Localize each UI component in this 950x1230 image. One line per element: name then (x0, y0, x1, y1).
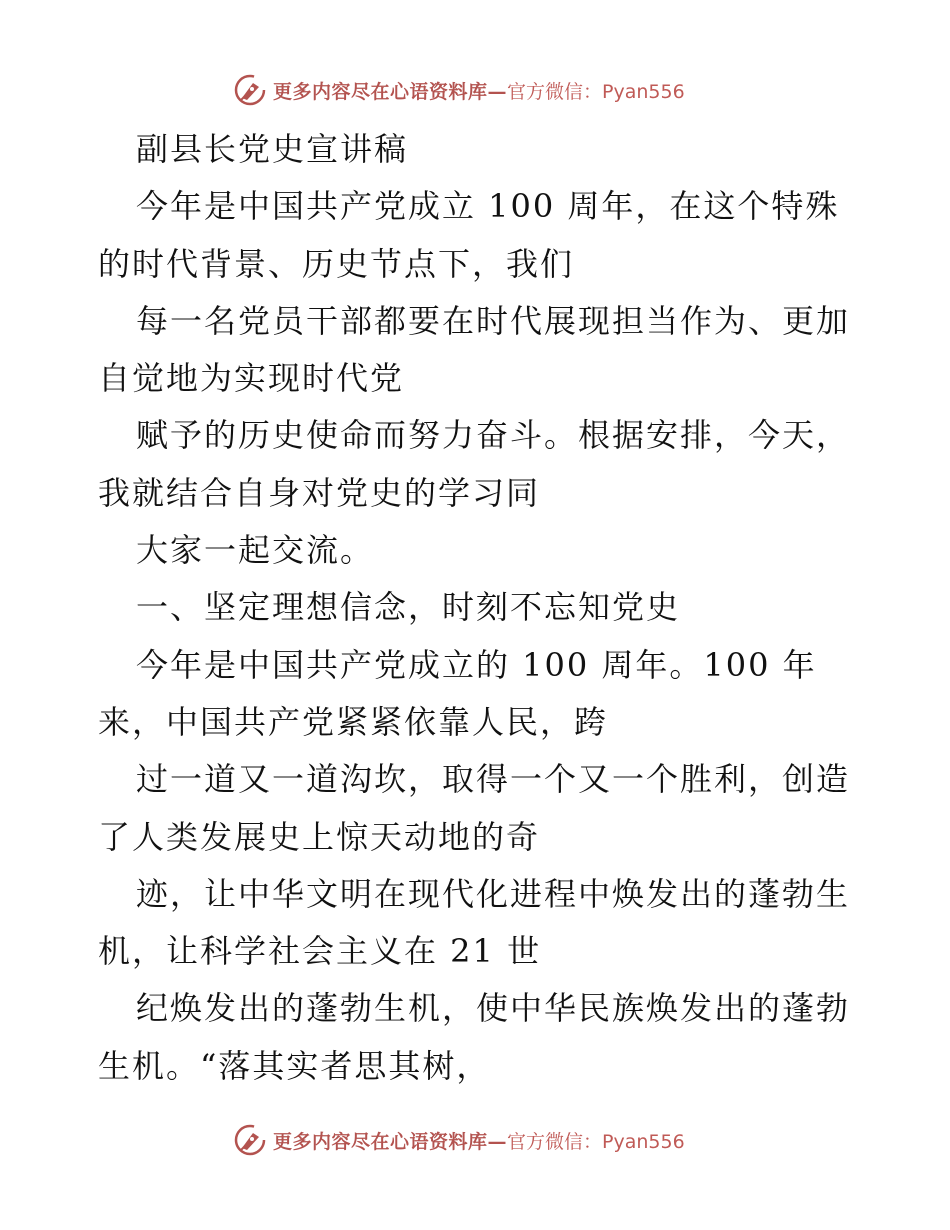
text-line: 纪焕发出的蓬勃生机，使中华民族焕发出的蓬勃 (136, 989, 851, 1028)
text-line: 大家一起交流。 (136, 531, 375, 570)
pen-nib-logo-icon (233, 1123, 267, 1157)
banner-wechat: 官方微信：Pyan556 (507, 80, 685, 103)
header-banner (233, 72, 713, 108)
footer-banner (233, 1122, 713, 1158)
document-body (98, 121, 858, 1095)
text-line: 迹，让中华文明在现代化进程中焕发出的蓬勃生 (136, 874, 851, 913)
text-line: 每一名党员干部都要在时代展现担当作为、更加 (136, 301, 851, 340)
text-line: 的时代背景、历史节点下，我们 (98, 244, 575, 283)
text-line: 我就结合自身对党史的学习同 (98, 473, 541, 512)
document-title: 副县长党史宣讲稿 (136, 130, 409, 168)
text-line: 自觉地为实现时代党 (98, 359, 405, 398)
banner-title: 更多内容尽在心语资料库— (273, 80, 508, 103)
text-line: 了人类发展史上惊天动地的奇 (98, 817, 541, 856)
text-line: 生机。“落其实者思其树， (98, 1046, 491, 1085)
pen-nib-logo-icon (233, 73, 267, 107)
text-line: 今年是中国共产党成立的 100 周年。100 年 (136, 645, 817, 684)
text-line: 机，让科学社会主义在 21 世 (98, 932, 542, 971)
section-heading: 一、坚定理想信念，时刻不忘知党史 (136, 588, 681, 627)
banner-title: 更多内容尽在心语资料库— (273, 1130, 508, 1153)
text-line: 赋予的历史使命而努力奋斗。根据安排，今天， (136, 416, 851, 455)
text-line: 今年是中国共产党成立 100 周年，在这个特殊 (136, 187, 840, 226)
text-line: 来，中国共产党紧紧依靠人民，跨 (98, 702, 609, 741)
banner-wechat: 官方微信：Pyan556 (507, 1130, 685, 1153)
text-line: 过一道又一道沟坎，取得一个又一个胜利，创造 (136, 760, 851, 799)
